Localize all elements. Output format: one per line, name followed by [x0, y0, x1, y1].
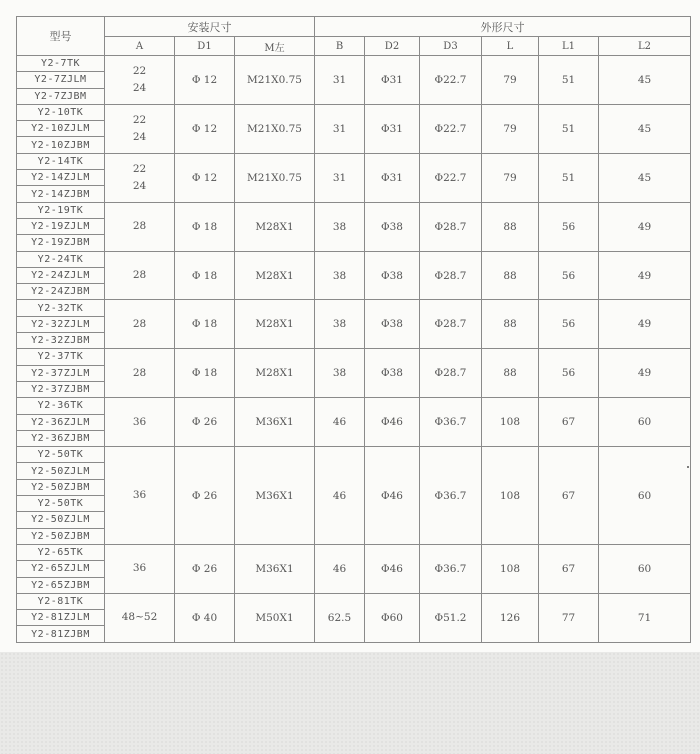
m-cell: M28X1 [235, 349, 315, 398]
a-value: 36 [132, 562, 147, 575]
col-m-header: M左 [235, 37, 315, 56]
l-cell: 88 [482, 202, 539, 251]
m-cell: M36X1 [235, 447, 315, 545]
l-cell: 79 [482, 104, 539, 153]
col-d2-header: D2 [365, 37, 420, 56]
a-cell [105, 56, 175, 105]
b-cell: 38 [315, 251, 365, 300]
l2-cell: 60 [599, 447, 691, 545]
d1-cell: Φ 18 [175, 202, 235, 251]
b-cell: 31 [315, 56, 365, 105]
model-cell: Y2-65TK [17, 544, 105, 560]
l2-cell: 45 [599, 153, 691, 202]
l-cell: 126 [482, 593, 539, 642]
l-cell: 88 [482, 349, 539, 398]
a-value: 28 [132, 366, 147, 379]
table-row [17, 153, 691, 169]
model-cell: Y2-65ZJBM [17, 577, 105, 593]
model-cell: Y2-10ZJLM [17, 121, 105, 137]
a-value: 24 [132, 81, 147, 94]
l1-cell: 56 [539, 251, 599, 300]
model-cell: Y2-19TK [17, 202, 105, 218]
model-cell: Y2-50ZJBM [17, 528, 105, 544]
l2-cell: 71 [599, 593, 691, 642]
d3-cell: Φ22.7 [420, 153, 482, 202]
a-value: 28 [132, 317, 147, 330]
l-cell: 88 [482, 300, 539, 349]
m-cell: M28X1 [235, 300, 315, 349]
model-cell: Y2-37TK [17, 349, 105, 365]
table-row [17, 300, 691, 316]
model-cell: Y2-32TK [17, 300, 105, 316]
l-cell: 79 [482, 153, 539, 202]
l-cell: 108 [482, 398, 539, 447]
a-cell [105, 300, 175, 349]
model-cell: Y2-19ZJBM [17, 235, 105, 251]
b-cell: 46 [315, 544, 365, 593]
model-cell: Y2-24TK [17, 251, 105, 267]
l-cell: 88 [482, 251, 539, 300]
l1-cell: 67 [539, 544, 599, 593]
m-cell: M28X1 [235, 202, 315, 251]
m-cell: M21X0.75 [235, 153, 315, 202]
model-cell: Y2-14ZJBM [17, 186, 105, 202]
col-l2-header: L2 [599, 37, 691, 56]
scan-speck [687, 466, 689, 468]
l2-cell: 45 [599, 56, 691, 105]
l2-cell: 49 [599, 349, 691, 398]
b-cell: 38 [315, 349, 365, 398]
col-l1-header: L1 [539, 37, 599, 56]
l1-cell: 51 [539, 104, 599, 153]
col-d1-header: D1 [175, 37, 235, 56]
model-cell: Y2-7ZJBM [17, 88, 105, 104]
model-cell: Y2-24ZJBM [17, 284, 105, 300]
l2-cell: 49 [599, 251, 691, 300]
d2-cell: Φ38 [365, 202, 420, 251]
b-cell: 38 [315, 300, 365, 349]
table-body [17, 56, 691, 643]
d3-cell: Φ36.7 [420, 398, 482, 447]
d1-cell: Φ 12 [175, 153, 235, 202]
model-cell: Y2-19ZJLM [17, 218, 105, 234]
d2-cell: Φ31 [365, 153, 420, 202]
model-cell: Y2-37ZJBM [17, 381, 105, 397]
d1-cell: Φ 12 [175, 56, 235, 105]
d2-cell: Φ38 [365, 251, 420, 300]
model-cell: Y2-81ZJLM [17, 610, 105, 626]
b-cell: 31 [315, 153, 365, 202]
l-cell: 108 [482, 544, 539, 593]
m-cell: M28X1 [235, 251, 315, 300]
l1-cell: 56 [539, 300, 599, 349]
table-row [17, 593, 691, 609]
table-row [17, 56, 691, 72]
model-cell: Y2-37ZJLM [17, 365, 105, 381]
l1-cell: 67 [539, 447, 599, 545]
a-value: 48~52 [121, 611, 158, 624]
d2-cell: Φ38 [365, 349, 420, 398]
a-value: 24 [132, 130, 147, 143]
d3-cell: Φ28.7 [420, 202, 482, 251]
model-cell: Y2-50ZJLM [17, 463, 105, 479]
m-cell: M50X1 [235, 593, 315, 642]
d3-cell: Φ22.7 [420, 104, 482, 153]
model-cell: Y2-65ZJLM [17, 561, 105, 577]
model-cell: Y2-10TK [17, 104, 105, 120]
m-cell: M36X1 [235, 544, 315, 593]
d1-cell: Φ 26 [175, 544, 235, 593]
a-value: 22 [132, 113, 147, 126]
l1-cell: 56 [539, 349, 599, 398]
table-row [17, 398, 691, 414]
a-cell [105, 593, 175, 642]
m-cell: M21X0.75 [235, 56, 315, 105]
table-row [17, 349, 691, 365]
b-cell: 31 [315, 104, 365, 153]
m-cell: M21X0.75 [235, 104, 315, 153]
d2-cell: Φ60 [365, 593, 420, 642]
table-row [17, 447, 691, 463]
table-row [17, 104, 691, 120]
a-cell [105, 202, 175, 251]
d3-cell: Φ36.7 [420, 544, 482, 593]
model-cell: Y2-36ZJBM [17, 430, 105, 446]
l2-cell: 49 [599, 202, 691, 251]
d1-cell: Φ 18 [175, 349, 235, 398]
d1-cell: Φ 18 [175, 251, 235, 300]
l2-cell: 45 [599, 104, 691, 153]
d2-cell: Φ31 [365, 56, 420, 105]
d3-cell: Φ28.7 [420, 349, 482, 398]
a-cell [105, 104, 175, 153]
d2-cell: Φ31 [365, 104, 420, 153]
m-cell: M36X1 [235, 398, 315, 447]
model-cell: Y2-50TK [17, 447, 105, 463]
l-cell: 79 [482, 56, 539, 105]
d2-cell: Φ46 [365, 447, 420, 545]
model-cell: Y2-81TK [17, 593, 105, 609]
model-cell: Y2-81ZJBM [17, 626, 105, 642]
d2-cell: Φ38 [365, 300, 420, 349]
table-row [17, 544, 691, 560]
a-cell [105, 398, 175, 447]
model-cell: Y2-50ZJBM [17, 479, 105, 495]
l1-cell: 77 [539, 593, 599, 642]
model-cell: Y2-32ZJBM [17, 333, 105, 349]
d3-cell: Φ22.7 [420, 56, 482, 105]
a-value: 36 [132, 415, 147, 428]
d1-cell: Φ 12 [175, 104, 235, 153]
unscanned-area [0, 652, 700, 754]
model-cell: Y2-36ZJLM [17, 414, 105, 430]
model-cell: Y2-50TK [17, 496, 105, 512]
d3-cell: Φ28.7 [420, 300, 482, 349]
model-cell: Y2-14ZJLM [17, 170, 105, 186]
b-cell: 46 [315, 447, 365, 545]
table-row [17, 251, 691, 267]
a-cell [105, 544, 175, 593]
shape-dimensions-header: 外形尺寸 [315, 17, 691, 37]
l1-cell: 51 [539, 56, 599, 105]
l1-cell: 67 [539, 398, 599, 447]
dimension-table [16, 16, 691, 643]
model-cell: Y2-14TK [17, 153, 105, 169]
model-cell: Y2-7ZJLM [17, 72, 105, 88]
b-cell: 38 [315, 202, 365, 251]
d2-cell: Φ46 [365, 398, 420, 447]
d1-cell: Φ 40 [175, 593, 235, 642]
model-cell: Y2-50ZJLM [17, 512, 105, 528]
a-value: 28 [132, 220, 147, 233]
d2-cell: Φ46 [365, 544, 420, 593]
a-value: 28 [132, 269, 147, 281]
d3-cell: Φ28.7 [420, 251, 482, 300]
model-cell: Y2-32ZJLM [17, 316, 105, 332]
d3-cell: Φ36.7 [420, 447, 482, 545]
d1-cell: Φ 26 [175, 447, 235, 545]
a-cell [105, 349, 175, 398]
model-cell: Y2-36TK [17, 398, 105, 414]
d1-cell: Φ 26 [175, 398, 235, 447]
d1-cell: Φ 18 [175, 300, 235, 349]
l1-cell: 56 [539, 202, 599, 251]
l-cell: 108 [482, 447, 539, 545]
col-d3-header: D3 [420, 37, 482, 56]
a-cell [105, 251, 175, 300]
l2-cell: 49 [599, 300, 691, 349]
l2-cell: 60 [599, 544, 691, 593]
a-cell [105, 447, 175, 545]
l2-cell: 60 [599, 398, 691, 447]
a-value: 22 [132, 162, 147, 175]
d3-cell: Φ51.2 [420, 593, 482, 642]
a-value: 36 [132, 489, 147, 502]
col-b-header: B [315, 37, 365, 56]
model-header: 型号 [17, 17, 105, 56]
col-a-header: A [105, 37, 175, 56]
l1-cell: 51 [539, 153, 599, 202]
col-l-header: L [482, 37, 539, 56]
table-row [17, 202, 691, 218]
a-value: 24 [132, 179, 147, 192]
a-value: 22 [132, 64, 147, 77]
b-cell: 46 [315, 398, 365, 447]
b-cell: 62.5 [315, 593, 365, 642]
model-cell: Y2-7TK [17, 56, 105, 72]
a-cell [105, 153, 175, 202]
model-cell: Y2-10ZJBM [17, 137, 105, 153]
install-dimensions-header: 安装尺寸 [105, 17, 315, 37]
model-cell: Y2-24ZJLM [17, 267, 105, 283]
